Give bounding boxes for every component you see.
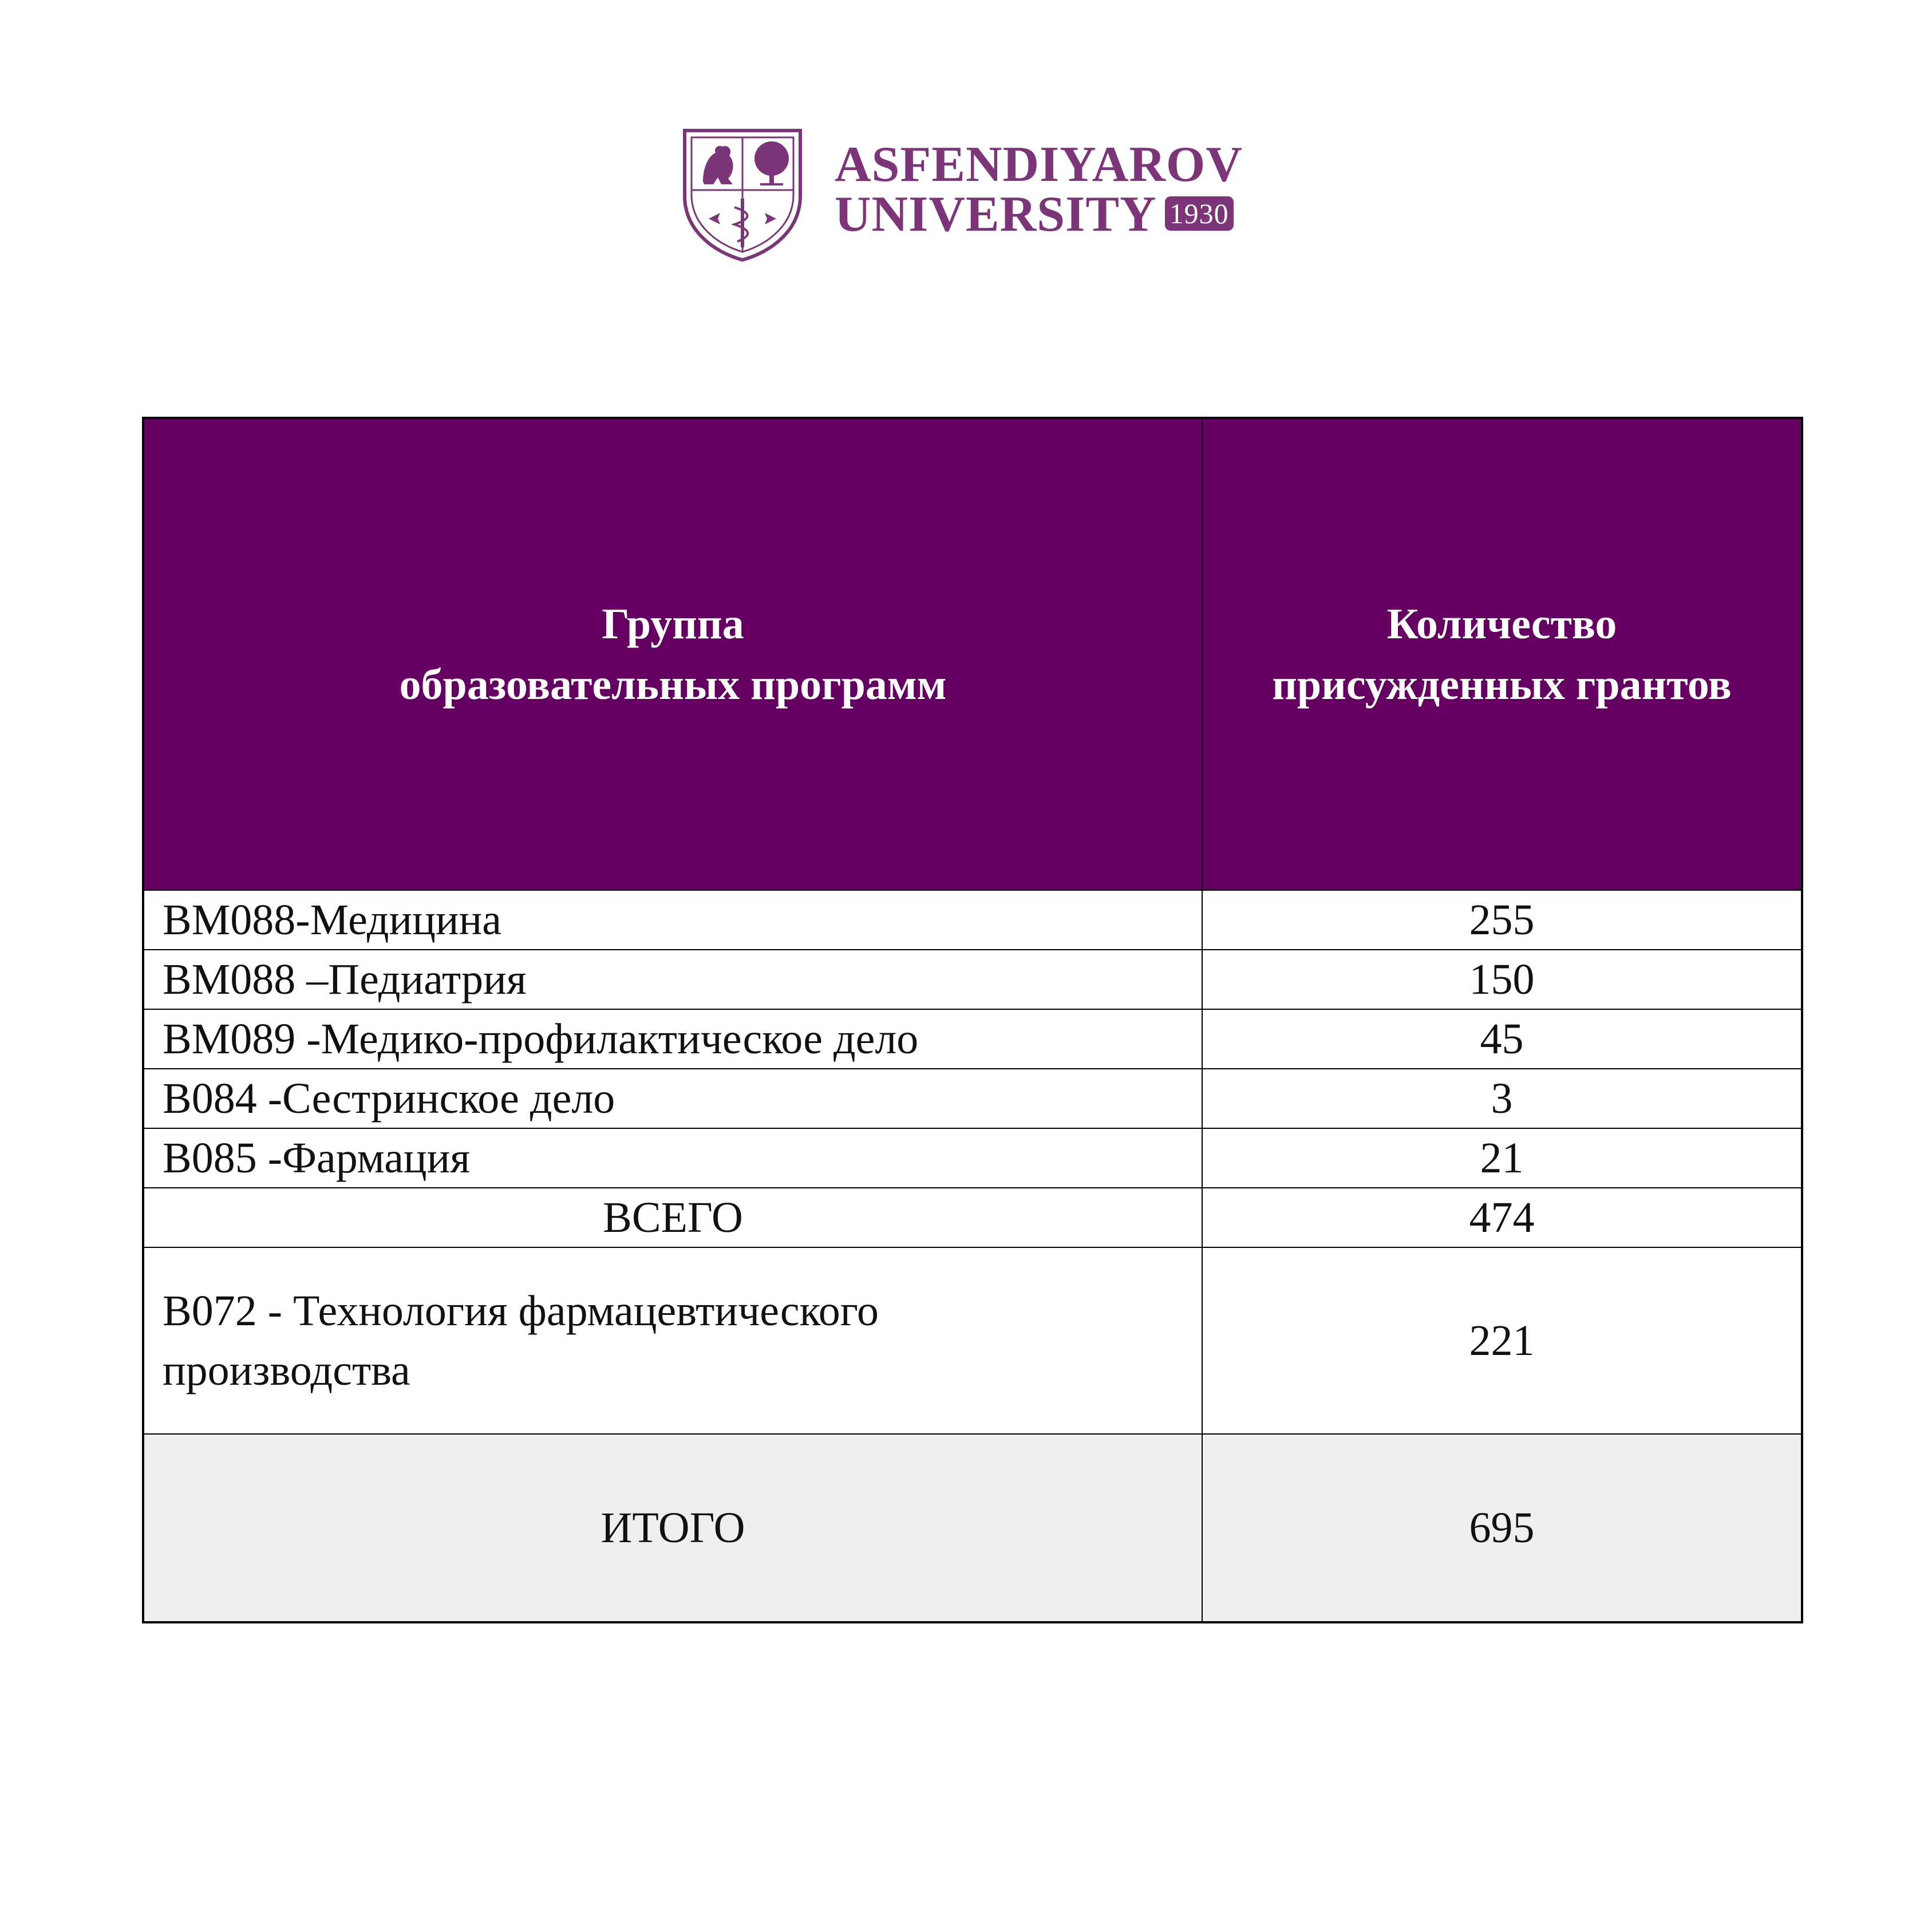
program-name: BM088 –Педиатрия xyxy=(143,950,1202,1009)
total-count: 695 xyxy=(1202,1434,1802,1622)
program-name-line2: производства xyxy=(163,1346,410,1394)
header-grant-count xyxy=(1202,418,1802,890)
table-row xyxy=(143,890,1802,950)
logo-line-1: ASFENDIYAROV xyxy=(835,137,1243,192)
program-name: B084 -Сестринское дело xyxy=(143,1069,1202,1128)
header-program-group xyxy=(143,418,1202,890)
total-label: ИТОГО xyxy=(143,1434,1202,1622)
grant-count: 255 xyxy=(1202,890,1802,950)
subtotal-count: 474 xyxy=(1202,1188,1802,1247)
program-name: B085 -Фармация xyxy=(143,1128,1202,1188)
grant-count: 221 xyxy=(1202,1247,1802,1434)
header-grant-count-line2: присужденных грантов xyxy=(1272,661,1732,709)
program-name xyxy=(143,1247,1202,1434)
table-row xyxy=(143,1009,1802,1069)
table-header-row xyxy=(143,418,1802,890)
header-program-group-line1: Группа xyxy=(602,600,744,648)
grant-count: 45 xyxy=(1202,1009,1802,1069)
shield-crest-icon xyxy=(680,127,805,262)
table-row xyxy=(143,1069,1802,1128)
grant-count: 3 xyxy=(1202,1069,1802,1128)
table-row xyxy=(143,1247,1802,1434)
header-program-group-line2: образовательных программ xyxy=(399,661,947,709)
header-grant-count-line1: Количество xyxy=(1386,600,1617,648)
university-logo xyxy=(680,127,1264,262)
grant-count: 150 xyxy=(1202,950,1802,1009)
program-name: BM088-Медицина xyxy=(143,890,1202,950)
logo-line-2 xyxy=(835,189,1243,240)
grant-count: 21 xyxy=(1202,1128,1802,1188)
subtotal-row xyxy=(143,1188,1802,1247)
subtotal-label: ВСЕГО xyxy=(143,1188,1202,1247)
grants-table xyxy=(142,417,1803,1623)
table-row xyxy=(143,1128,1802,1188)
table-row xyxy=(143,950,1802,1009)
logo-wordmark xyxy=(835,137,1243,242)
total-row xyxy=(143,1434,1802,1622)
logo-year-badge: 1930 xyxy=(1165,196,1234,231)
program-name: BM089 -Медико-профилактическое дело xyxy=(143,1009,1202,1069)
logo-line-2-text: UNIVERSITY xyxy=(835,187,1157,242)
program-name-line1: B072 - Технология фармацевтического xyxy=(163,1287,879,1335)
